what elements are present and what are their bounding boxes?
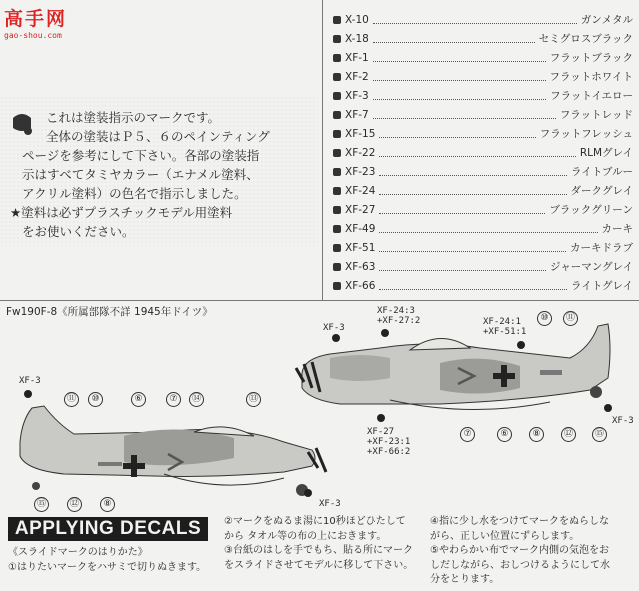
paint-name: カーキ — [601, 223, 633, 235]
paint-name: ジャーマングレイ — [549, 261, 633, 273]
paint-code: XF-7 — [345, 108, 369, 121]
leader-dots — [379, 148, 575, 157]
paint-code: XF-24 — [345, 184, 376, 197]
paint-name: ライトブルー — [571, 166, 633, 178]
paint-code: XF-3 — [345, 89, 369, 102]
callout-line: XF-27 — [367, 427, 395, 437]
callout-mix-b — [483, 317, 526, 337]
paint-dot-icon — [24, 390, 32, 398]
leader-dots — [373, 15, 577, 24]
paint-name: セミグロスブラック — [538, 33, 633, 45]
note-line: 示はすべてタミヤカラー（エナメル塗料、 — [22, 167, 259, 182]
callout-line: +XF-66:2 — [367, 447, 411, 457]
leader-dots — [379, 243, 566, 252]
leader-dots — [373, 110, 556, 119]
decals-subheading: 《スライドマークのはりかた》 — [8, 547, 148, 558]
decal-instruction-line: 分をとります。 — [430, 574, 500, 585]
leader-dots — [373, 53, 546, 62]
paint-bullet-icon — [333, 225, 341, 233]
callout-xf3-upper: XF-3 — [323, 323, 345, 333]
decals-steps-2-3 — [224, 515, 413, 573]
paint-code: X-10 — [345, 13, 369, 26]
part-number: ⑩ — [537, 311, 552, 326]
decal-instruction-line: ③台紙のはしを手でもち、貼る所にマーク — [224, 545, 413, 556]
paint-bullet-icon — [333, 73, 341, 81]
note-line: これは塗装指示のマークです。 — [46, 110, 221, 125]
part-number: ⑧ — [100, 497, 115, 512]
paint-name: ブラックグリーン — [549, 204, 633, 216]
paint-row — [333, 86, 633, 105]
paint-row — [333, 276, 633, 295]
logo-text: 高手网 — [4, 8, 68, 30]
paint-color-list — [322, 0, 639, 300]
paint-dot-icon — [381, 329, 389, 337]
paint-bullet-icon — [333, 244, 341, 252]
leader-dots — [379, 129, 535, 138]
paint-row — [333, 143, 633, 162]
decal-instruction-line: から タオル等の布の上におきます。 — [224, 530, 387, 542]
note-line: をお使いください。 — [22, 224, 135, 239]
decal-instruction-line: ⑤やわらかい布でマーク内側の気泡をお — [430, 545, 609, 556]
upper-aircraft-illustration — [290, 318, 630, 436]
paint-code: XF-23 — [345, 165, 376, 178]
note-line: ★塗料は必ずプラスチックモデル用塗料 — [10, 205, 233, 220]
site-logo — [4, 4, 74, 44]
part-number: ⑦ — [166, 392, 181, 407]
paint-dot-icon — [517, 341, 525, 349]
paint-row — [333, 219, 633, 238]
decals-steps-4-5 — [430, 515, 610, 588]
logo-subtext: gao-shou.com — [4, 31, 62, 40]
aircraft-title: Fw190F-8《所属部隊不詳 1945年ドイツ》 — [6, 306, 213, 318]
paint-code: XF-2 — [345, 70, 369, 83]
part-number: ⑩ — [88, 392, 103, 407]
callout-line: +XF-51:1 — [483, 327, 527, 337]
paint-bullet-icon — [333, 263, 341, 271]
paint-bullet-icon — [333, 149, 341, 157]
paint-name: カーキドラブ — [570, 242, 633, 254]
paint-dot-icon — [304, 489, 312, 497]
callout-mix-c — [367, 427, 410, 457]
part-number: ⑫ — [561, 427, 576, 442]
decal-instruction-line: ④指に少し水をつけてマークをぬらしな — [430, 516, 609, 527]
paint-dot-icon — [332, 334, 340, 342]
paint-code: XF-66 — [345, 279, 376, 292]
note-line: 全体の塗装はＰ５、６のペインティング — [46, 129, 270, 144]
paint-name: フラットフレッシュ — [539, 128, 633, 140]
paint-name: ガンメタル — [580, 14, 633, 26]
callout-line: XF-24:3 — [377, 306, 415, 316]
decals-step-1: ①はりたいマークをハサミで切りぬきます。 — [8, 562, 207, 573]
applying-decals-banner: APPLYING DECALS — [8, 517, 208, 541]
note-line: アクリル塗料）の色名で指示しました。 — [22, 186, 247, 201]
paint-row — [333, 10, 633, 29]
paint-code: XF-63 — [345, 260, 376, 273]
paint-row — [333, 67, 633, 86]
part-number: ⑫ — [67, 497, 82, 512]
leader-dots — [379, 167, 567, 176]
paint-name: フラットイエロー — [550, 90, 633, 102]
paint-name: RLMグレイ — [579, 147, 633, 159]
paint-row — [333, 238, 633, 257]
callout-line: XF-24:1 — [483, 317, 521, 327]
paint-name: フラットブラック — [549, 52, 633, 64]
part-number: ⑥ — [131, 392, 146, 407]
part-number: ⑥ — [497, 427, 512, 442]
part-number: ⑦ — [460, 427, 475, 442]
paint-code: XF-27 — [345, 203, 376, 216]
lower-aircraft-illustration — [14, 392, 334, 500]
callout-mix-a — [377, 306, 420, 326]
paint-row — [333, 162, 633, 181]
part-number: ⑧ — [529, 427, 544, 442]
callout-xf3-upper-right: XF-3 — [612, 416, 634, 426]
part-number: ⑮ — [592, 427, 607, 442]
part-number: ⑬ — [246, 392, 261, 407]
paint-row — [333, 257, 633, 276]
leader-dots — [379, 262, 546, 271]
paint-bullet-icon — [333, 168, 341, 176]
paint-bullet-icon — [333, 130, 341, 138]
paint-code: XF-51 — [345, 241, 376, 254]
leader-dots — [373, 91, 546, 100]
part-number: ⑭ — [189, 392, 204, 407]
callout-line: +XF-23:1 — [367, 437, 411, 447]
paint-code: XF-22 — [345, 146, 376, 159]
paint-bullet-icon — [333, 35, 341, 43]
paint-bullet-icon — [333, 92, 341, 100]
leader-dots — [379, 224, 597, 233]
paint-bullet-icon — [333, 187, 341, 195]
part-number: ⑪ — [64, 392, 79, 407]
paint-row — [333, 124, 633, 143]
leader-dots — [373, 72, 546, 81]
part-number: ⑪ — [563, 311, 578, 326]
paint-code: XF-1 — [345, 51, 369, 64]
part-number: ⑮ — [34, 497, 49, 512]
section-divider — [0, 300, 639, 301]
paint-bullet-icon — [333, 282, 341, 290]
leader-dots — [379, 186, 566, 195]
paint-name: フラットホワイト — [549, 71, 633, 83]
paint-code: XF-15 — [345, 127, 376, 140]
note-line: ページを参考にして下さい。各部の塗装指 — [22, 148, 260, 163]
paint-bullet-icon — [333, 206, 341, 214]
paint-code: XF-49 — [345, 222, 376, 235]
callout-xf3-lower-bottom: XF-3 — [319, 499, 341, 509]
callout-line: +XF-27:2 — [377, 316, 421, 326]
paint-instruction-note — [10, 108, 310, 241]
paint-name: ダークグレイ — [570, 185, 633, 197]
paint-bullet-icon — [333, 111, 341, 119]
decal-instruction-line: しだしながら、おしつけるようにして水 — [430, 559, 610, 571]
callout-xf3-lower-left: XF-3 — [19, 376, 41, 386]
paint-dot-icon — [377, 414, 385, 422]
decal-instruction-line: がら、正しい位置にずらします。 — [430, 530, 580, 542]
decal-instruction-line: ②マークをぬるま湯に10秒ほどひたして — [224, 516, 406, 527]
paint-code: X-18 — [345, 32, 369, 45]
paint-row — [333, 181, 633, 200]
paint-name: ライトグレイ — [571, 280, 633, 292]
paint-name: フラットレッド — [559, 109, 633, 121]
paint-row — [333, 29, 633, 48]
paint-row — [333, 200, 633, 219]
leader-dots — [379, 281, 567, 290]
paint-bullet-icon — [333, 54, 341, 62]
leader-dots — [373, 34, 535, 43]
paint-row — [333, 48, 633, 67]
decal-instruction-line: をスライドさせてモデルに移して下さい。 — [224, 559, 414, 571]
paint-dot-icon — [604, 404, 612, 412]
leader-dots — [379, 205, 545, 214]
paint-bullet-icon — [333, 16, 341, 24]
paint-row — [333, 105, 633, 124]
